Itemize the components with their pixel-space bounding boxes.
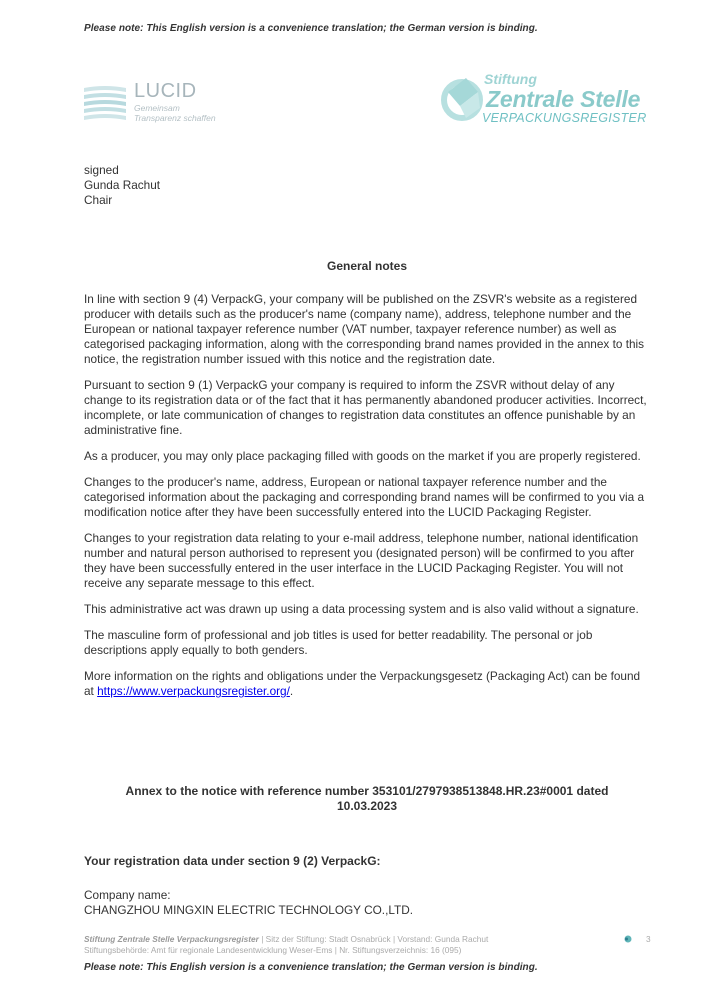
notes-paragraph: Changes to the producer's name, address, European or national taxpayer reference number and the categorised information about the packaging and corresponding brand names will be confirmed to you via a modification notice after they have been successfully entered into the LUCID Packaging Register.: [84, 475, 645, 519]
general-notes-heading: General notes: [326, 259, 408, 273]
more-info-text: More information on the rights and obligations under the Verpackungsgesetz (Packaging Act) can be found at: [84, 669, 641, 698]
footer-line-2: Stiftungsbehörde: Amt für regionale Landesentwicklung Weser-Ems | Nr. Stiftungsverzeichnis: 16 (095): [84, 945, 462, 955]
annex-heading-line-2: 10.03.2023: [336, 799, 398, 813]
lucid-logo-tagline-1: Gemeinsam: [134, 103, 180, 113]
zsvr-logo-name: Zentrale Stelle: [486, 86, 641, 112]
page-footer: [84, 934, 488, 956]
signature-status: signed: [84, 163, 119, 177]
lucid-stripes-icon: [84, 84, 126, 124]
footer-logo-icon: [623, 934, 633, 944]
signature-role: Chair: [84, 193, 113, 207]
company-name-label: Company name:: [84, 888, 171, 902]
zsvr-logo-subtitle: VERPACKUNGSREGISTER: [482, 111, 647, 125]
footer-seat: | Sitz der Stiftung: Stadt Osnabrück | Vorstand: Gunda Rachut: [258, 934, 489, 944]
lucid-logo: [84, 80, 244, 126]
lucid-logo-tagline-2: Transparenz schaffen: [134, 113, 216, 123]
zsvr-logo: [440, 70, 670, 130]
footer-line-1: [84, 934, 488, 945]
notes-paragraph: Pursuant to section 9 (1) VerpackG your company is required to inform the ZSVR without delay of any change to its registration data or of the fact that it has permanently abandoned producer activities. Incorrect, incomplete, or late communication of changes to registration data constitutes an offence punishable by an administrative fine.: [84, 378, 647, 437]
more-info-end: .: [289, 684, 294, 698]
footer-org: Stiftung Zentrale Stelle Verpackungsregister: [84, 934, 259, 944]
company-name-value: CHANGZHOU MINGXIN ELECTRIC TECHNOLOGY CO.,LTD.: [84, 903, 414, 917]
zsvr-emblem-icon: [440, 72, 488, 126]
notes-paragraph: In line with section 9 (4) VerpackG, your company will be published on the ZSVR's website as a registered producer with details such as the producer's name (company name), address, telephone number and the European or national taxpayer reference number (VAT number, taxpayer reference number) as well as categorised packaging information, along with the corresponding brand names provided in the annex to this notice, the registration number issued with this notice and the registration date.: [84, 292, 645, 366]
notes-paragraph: As a producer, you may only place packaging filled with goods on the market if you are properly registered.: [84, 449, 641, 463]
more-info-paragraph: [84, 669, 652, 699]
translation-notice-top: Please note: This English version is a convenience translation; the German version is binding.: [84, 23, 538, 34]
registration-data-heading: Your registration data under section 9 (2) VerpackG:: [84, 854, 381, 868]
signature-name: Gunda Rachut: [84, 178, 161, 192]
notes-paragraph: The masculine form of professional and job titles is used for better readability. The personal or job descriptions apply equally to both genders.: [84, 628, 593, 657]
notes-paragraph: Changes to your registration data relating to your e-mail address, telephone number, national identification number and natural person authorised to represent you (designated person) will be confirmed to you after they have been successfully entered in the user interface in the LUCID Packaging Register. You will not receive any separate message to this effect.: [84, 531, 639, 590]
translation-notice-bottom: Please note: This English version is a convenience translation; the German version is binding.: [84, 962, 538, 973]
zsvr-logo-stiftung: Stiftung: [484, 71, 537, 87]
general-notes-body: [84, 292, 652, 710]
signature-block: [84, 163, 160, 208]
page-number: 3: [646, 934, 651, 944]
notes-paragraph: This administrative act was drawn up using a data processing system and is also valid without a signature.: [84, 602, 639, 616]
annex-heading-line-1: Annex to the notice with reference number 353101/2797938513848.HR.23#0001 dated: [125, 784, 609, 798]
annex-heading: [84, 784, 650, 814]
lucid-logo-name: LUCID: [134, 80, 197, 102]
register-website-link[interactable]: https://www.verpackungsregister.org/: [97, 684, 290, 698]
